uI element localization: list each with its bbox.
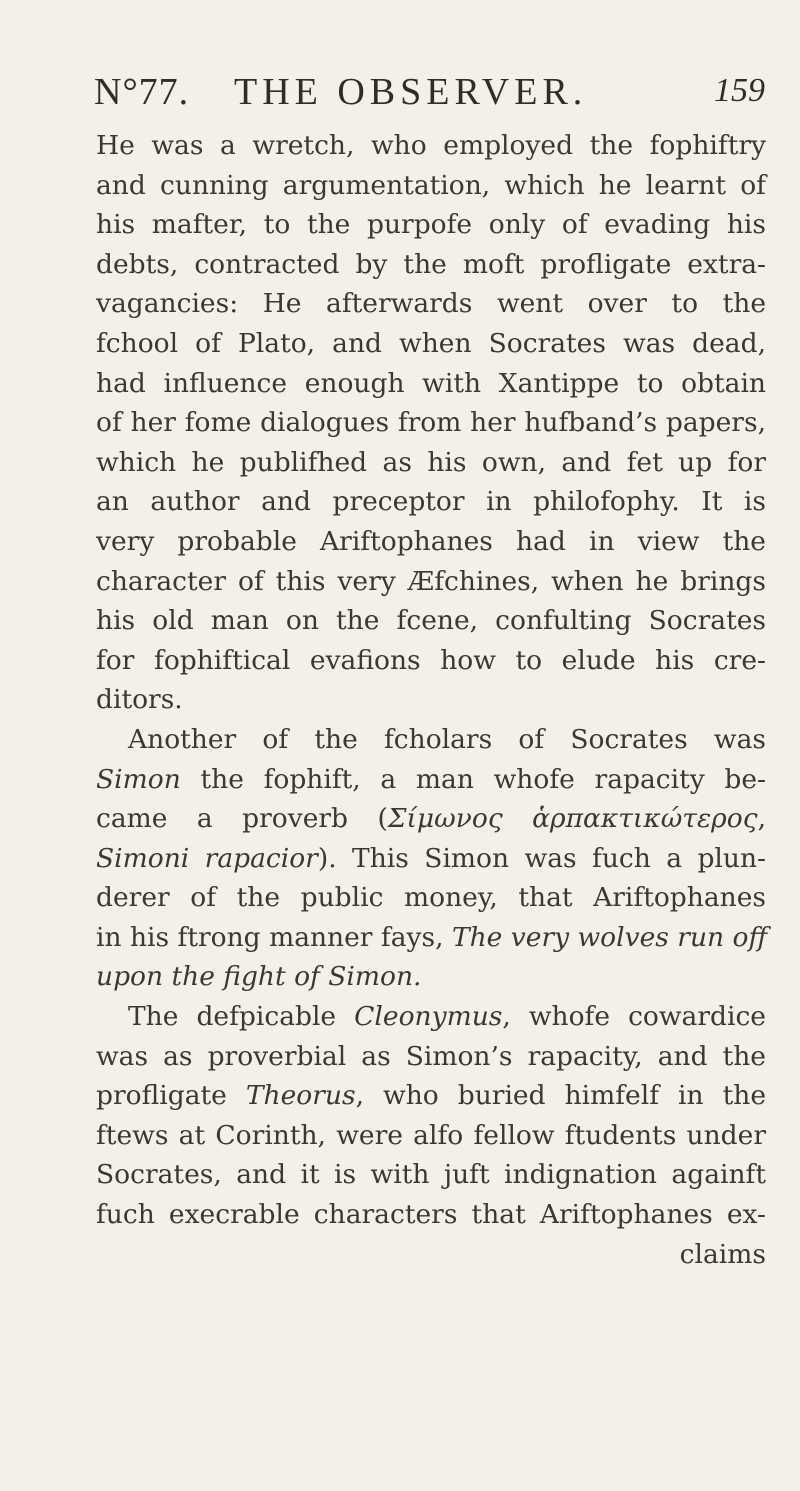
text-line: for fophiftical evafions how to elude his cre- <box>96 644 766 676</box>
text-line: fchool of Plato, and when Socrates was dead, <box>96 327 766 359</box>
text-line: and cunning argumentation, which he learnt of <box>96 169 766 201</box>
running-header <box>94 70 784 120</box>
text-line: ditors. <box>96 684 183 716</box>
line-text: The defpicable <box>128 1001 355 1033</box>
text-line: ftews at Corinth, were alfo fellow ftudents under <box>96 1119 766 1151</box>
text-line <box>96 1076 766 1116</box>
text-line: fuch execrable characters that Ariftophanes ex- <box>96 1199 766 1231</box>
text-line: Socrates, and it is with juft indignation againft <box>96 1159 766 1191</box>
running-title: THE OBSERVER. <box>234 71 588 113</box>
name-simon: Simon <box>96 763 181 795</box>
text-line <box>96 918 766 958</box>
issue-number: N°77. <box>94 71 190 113</box>
quotation: The very wolves run off <box>451 921 768 953</box>
text-line <box>96 799 766 839</box>
name-theorus: Theorus <box>245 1080 356 1112</box>
quotation: upon the fight of Simon. <box>96 961 422 993</box>
line-text: ). This Simon was fuch a plun- <box>317 842 766 874</box>
text-line: debts, contracted by the moft profligate extra- <box>96 248 766 280</box>
text-line: was as proverbial as Simon’s rapacity, and the <box>96 1040 766 1072</box>
line-text: the fophift, a man whofe rapacity be- <box>180 763 766 795</box>
text-line <box>96 997 766 1037</box>
text-line: had influence enough with Xantippe to obtain <box>96 367 766 399</box>
text-line <box>96 957 766 997</box>
text-line <box>96 720 766 760</box>
text-line <box>96 760 766 800</box>
line-text: in his ftrong manner fays, <box>96 921 452 953</box>
text-line: an author and preceptor in philofophy. It is <box>96 486 766 518</box>
text-line <box>96 839 766 879</box>
text-line: very probable Ariftophanes had in view the <box>96 525 766 557</box>
text-line: his old man on the fcene, confulting Socrates <box>96 605 766 637</box>
greek-proverb: Σίμωνος ἁρπακτικώτερος <box>387 803 758 835</box>
name-cleonymus: Cleonymus <box>354 1001 503 1033</box>
text-line: derer of the public money, that Ariftophanes <box>96 882 766 914</box>
line-text: Another of the fcholars of Socrates was <box>128 723 766 755</box>
line-text: came a proverb ( <box>96 803 388 835</box>
text-line: which he publifhed as his own, and fet up for <box>96 446 766 478</box>
catchword: claims <box>679 1238 766 1270</box>
line-text: , whofe cowardice <box>502 1001 766 1033</box>
text-line: of her fome dialogues from her hufband’s papers, <box>96 407 766 439</box>
text-line: vagancies: He afterwards went over to the <box>96 288 766 320</box>
line-text: , who buried himfelf in the <box>355 1080 766 1112</box>
body-text <box>96 126 766 1274</box>
line-text: profligate <box>96 1080 246 1112</box>
text-line: character of this very Æfchines, when he brings <box>96 565 766 597</box>
latin-proverb: Simoni rapacior <box>96 842 318 874</box>
page-number: 159 <box>714 72 765 109</box>
text-line: He was a wretch, who employed the fophiftry <box>96 130 766 161</box>
line-text: , <box>757 803 766 835</box>
text-line: his mafter, to the purpofe only of evading his <box>96 209 766 241</box>
